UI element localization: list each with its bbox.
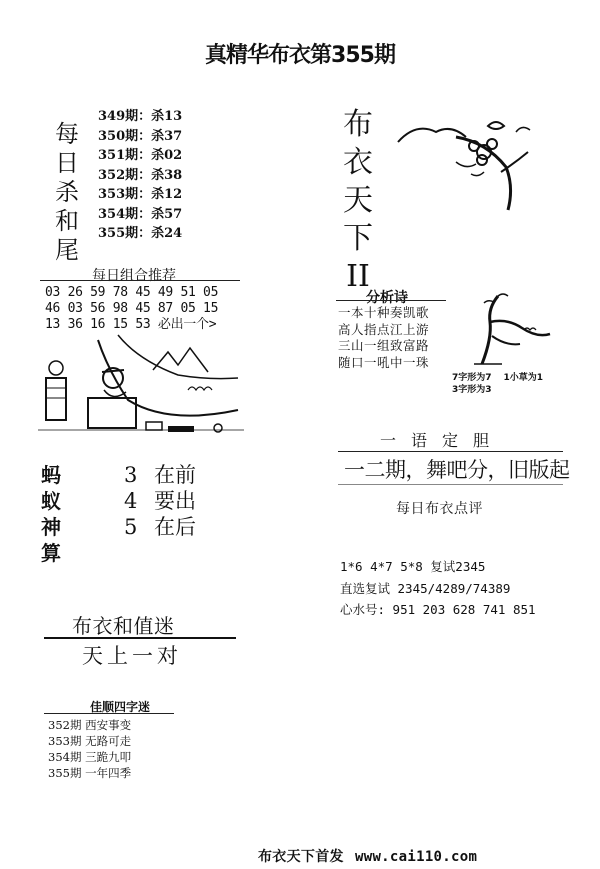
daily-combo-rows xyxy=(45,285,218,333)
daily-kill-char: 和 xyxy=(55,207,79,235)
list-item: 355期 一年四季 xyxy=(48,766,132,780)
ant-number: 4 xyxy=(124,489,138,513)
list-item: 353期：杀12 xyxy=(98,187,183,202)
footer-url-link[interactable]: www.cai110.com xyxy=(355,849,478,865)
brush-title-char: 天 xyxy=(343,183,373,218)
ant-text: 在前 xyxy=(154,463,196,487)
daily-kill-char: 日 xyxy=(55,149,79,177)
footer-brand: 布衣天下首发 xyxy=(258,849,344,865)
poem-heading: 分析诗 xyxy=(366,290,408,306)
divider xyxy=(336,300,446,301)
list-item: 350期：杀37 xyxy=(98,128,183,144)
ant-label xyxy=(36,462,66,566)
ant-label-char: 神 xyxy=(41,515,61,539)
list-item: 351期：杀02 xyxy=(98,148,183,163)
poem-note: 7字形为7 xyxy=(452,373,492,383)
list-item: 354期：杀57 xyxy=(98,206,183,222)
divider xyxy=(44,713,174,714)
poem-line: 一本十种奏凯歌 xyxy=(338,305,430,320)
divider xyxy=(338,484,563,485)
brush-title-char: 布 xyxy=(343,107,373,142)
page-title: 真精华布衣第355期 xyxy=(205,43,395,68)
divider xyxy=(44,637,236,639)
picks-list xyxy=(340,556,536,621)
ant-number: 3 xyxy=(124,463,138,487)
brush-title-char: 下 xyxy=(343,221,373,256)
ant-text: 在后 xyxy=(154,515,196,539)
one-word-heading: 一语定胆 xyxy=(380,431,505,450)
list-item: 心水号: 951 203 628 741 851 xyxy=(340,602,536,617)
list-item xyxy=(124,462,196,488)
ant-label-char: 蚁 xyxy=(41,489,61,513)
brush-title xyxy=(338,106,378,296)
one-word-value: 一二期，舞吧分，旧版起 xyxy=(344,458,570,482)
list-item: 352期 西安事变 xyxy=(48,718,132,732)
daily-kill-char: 每 xyxy=(55,120,79,148)
poem-note: 1小草为1 xyxy=(503,373,544,383)
footer xyxy=(258,846,477,866)
daily-kill-list xyxy=(98,107,182,244)
four-char-list xyxy=(48,717,131,781)
list-item xyxy=(124,488,196,514)
ant-text: 要出 xyxy=(154,489,196,513)
poem-note: 3字形为3 xyxy=(452,385,492,395)
flower-branch-illustration xyxy=(396,112,556,212)
ant-number: 5 xyxy=(124,515,138,539)
divider xyxy=(338,451,563,452)
brush-title-char: 衣 xyxy=(343,145,373,180)
list-item: 03 26 59 78 45 49 51 05 xyxy=(45,285,219,300)
four-char-heading: 佳顺四字迷 xyxy=(90,700,151,714)
daily-kill-char: 尾 xyxy=(55,236,79,264)
list-item: 355期：杀24 xyxy=(98,226,183,241)
scholar-cartoon-illustration xyxy=(38,330,244,440)
daily-kill-char: 杀 xyxy=(55,178,79,206)
ant-rows xyxy=(124,462,196,540)
poem-line: 高人指点江上游 xyxy=(338,321,430,337)
list-item: 直选复试 2345/4289/74389 xyxy=(340,580,511,596)
daily-comment-heading: 每日布衣点评 xyxy=(396,501,483,517)
poem-line: 随口一吼中一珠 xyxy=(338,354,430,370)
list-item: 46 03 56 98 45 87 05 15 xyxy=(45,301,219,316)
hezhi-title: 布衣和值迷 xyxy=(72,614,175,638)
list-item xyxy=(124,514,196,540)
ant-label-char: 蚂 xyxy=(41,463,61,487)
ant-label-char: 算 xyxy=(41,541,61,565)
list-item: 354期 三跪九叩 xyxy=(48,750,132,764)
list-item: 353期 无路可走 xyxy=(48,734,132,748)
divider xyxy=(40,280,240,281)
bonsai-illustration xyxy=(462,288,554,366)
poem-lines xyxy=(338,305,429,371)
poem-line: 三山一组致富路 xyxy=(338,338,430,353)
list-item: 349期：杀13 xyxy=(98,109,183,124)
list-item: 352期：杀38 xyxy=(98,167,183,183)
list-item: 13 36 16 15 53 必出一个> xyxy=(45,317,217,332)
daily-kill-label xyxy=(52,120,82,265)
daily-combo-heading: 每日组合推荐 xyxy=(92,268,176,284)
brush-title-char: II xyxy=(346,259,370,294)
hezhi-value: 天上一对 xyxy=(82,644,182,668)
poem-notes xyxy=(452,372,543,396)
list-item: 1*6 4*7 5*8 复试2345 xyxy=(340,559,486,574)
